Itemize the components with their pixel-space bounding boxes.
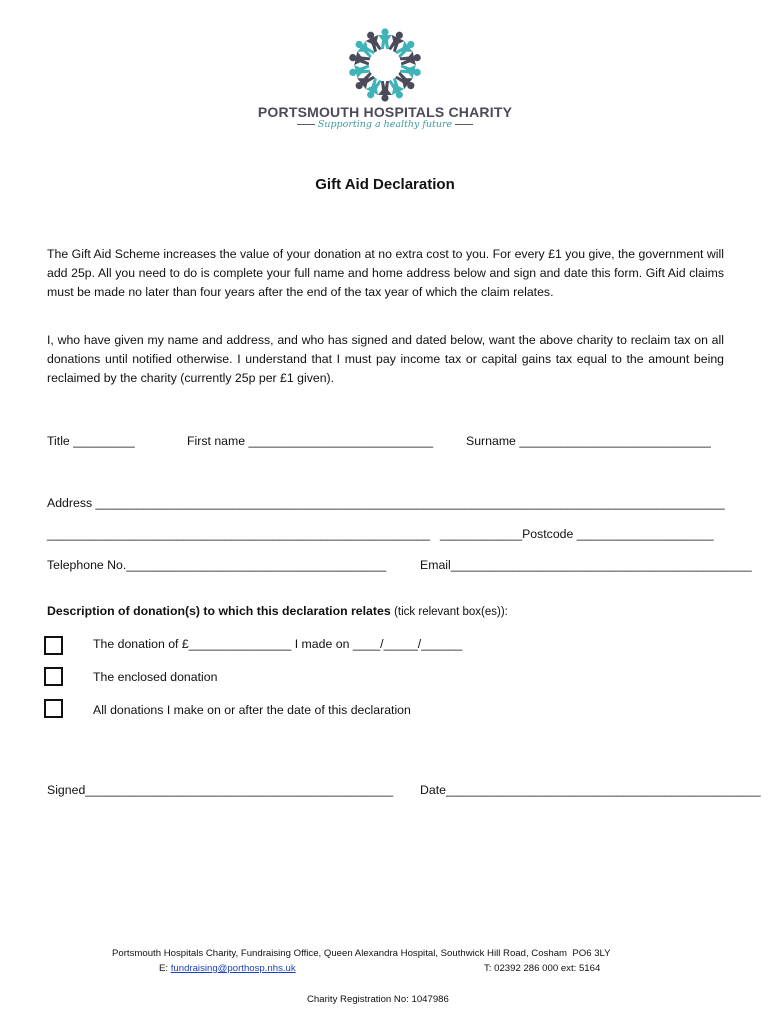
donation-option-label: All donations I make on or after the date of this declaration	[93, 703, 411, 717]
org-name: PORTSMOUTH HOSPITALS CHARITY	[257, 104, 513, 120]
footer-address: Portsmouth Hospitals Charity, Fundraising Office, Queen Alexandra Hospital, Southwick Hill Road, Cosham PO6 3LY	[112, 948, 611, 959]
footer-registration: Charity Registration No: 1047986	[307, 994, 449, 1005]
donation-heading-text: Description of donation(s) to which this declaration relates	[47, 604, 391, 618]
address-line2-field[interactable]: ________________________________________________________	[47, 527, 430, 541]
footer-email	[159, 963, 296, 974]
footer-email-link[interactable]: fundraising@porthosp.nhs.uk	[170, 963, 296, 974]
donation-option-label: The enclosed donation	[93, 670, 218, 684]
tagline-text: Supporting a healthy future	[317, 119, 453, 130]
address-field[interactable]: Address ____________________________________________________________________________________________	[47, 496, 725, 510]
first-name-field[interactable]: First name ___________________________	[187, 434, 434, 448]
telephone-field[interactable]: Telephone No.______________________________________	[47, 558, 387, 572]
logo-figure	[378, 28, 392, 49]
tagline-rule-left	[297, 124, 315, 125]
intro-paragraph: The Gift Aid Scheme increases the value of your donation at no extra cost to you. For every £1 you give, the government will add 25p. All you need to do is complete your full name and home address below and sign and date this form. Gift Aid claims must be made no later than four years after the end of the tax year of which the claim relates.	[47, 247, 724, 300]
postcode-field[interactable]: ____________Postcode ____________________	[440, 527, 714, 541]
donation-section-heading	[47, 604, 508, 618]
checkbox-enclosed-donation[interactable]	[44, 667, 63, 686]
email-field[interactable]: Email____________________________________________	[420, 558, 752, 572]
logo-figure	[378, 81, 392, 102]
tagline-rule-right	[455, 124, 473, 125]
page-title: Gift Aid Declaration	[315, 176, 455, 193]
declaration-paragraph: I, who have given my name and address, and who has signed and dated below, want the above charity to reclaim tax on all donations until notified otherwise. I understand that I must pay income tax or capital gains tax equal to the amount being reclaimed by the charity (currently 25p per £1 given).	[47, 333, 724, 386]
checkbox-donation-of[interactable]	[44, 636, 63, 655]
donation-heading-note: (tick relevant box(es)):	[394, 606, 508, 618]
charity-logo-graphic	[342, 26, 428, 104]
footer-email-label: E:	[159, 963, 171, 974]
tagline	[0, 119, 770, 130]
title-field[interactable]: Title _________	[47, 434, 135, 448]
charity-logo	[0, 26, 770, 104]
date-field[interactable]: Date______________________________________________	[420, 783, 761, 797]
footer-phone: T: 02392 286 000 ext: 5164	[484, 963, 601, 974]
surname-field[interactable]: Surname ____________________________	[466, 434, 711, 448]
checkbox-all-donations[interactable]	[44, 699, 63, 718]
signed-field[interactable]: Signed_____________________________________________	[47, 783, 394, 797]
donation-option-label: The donation of £_______________ I made on ____/_____/______	[93, 637, 463, 651]
